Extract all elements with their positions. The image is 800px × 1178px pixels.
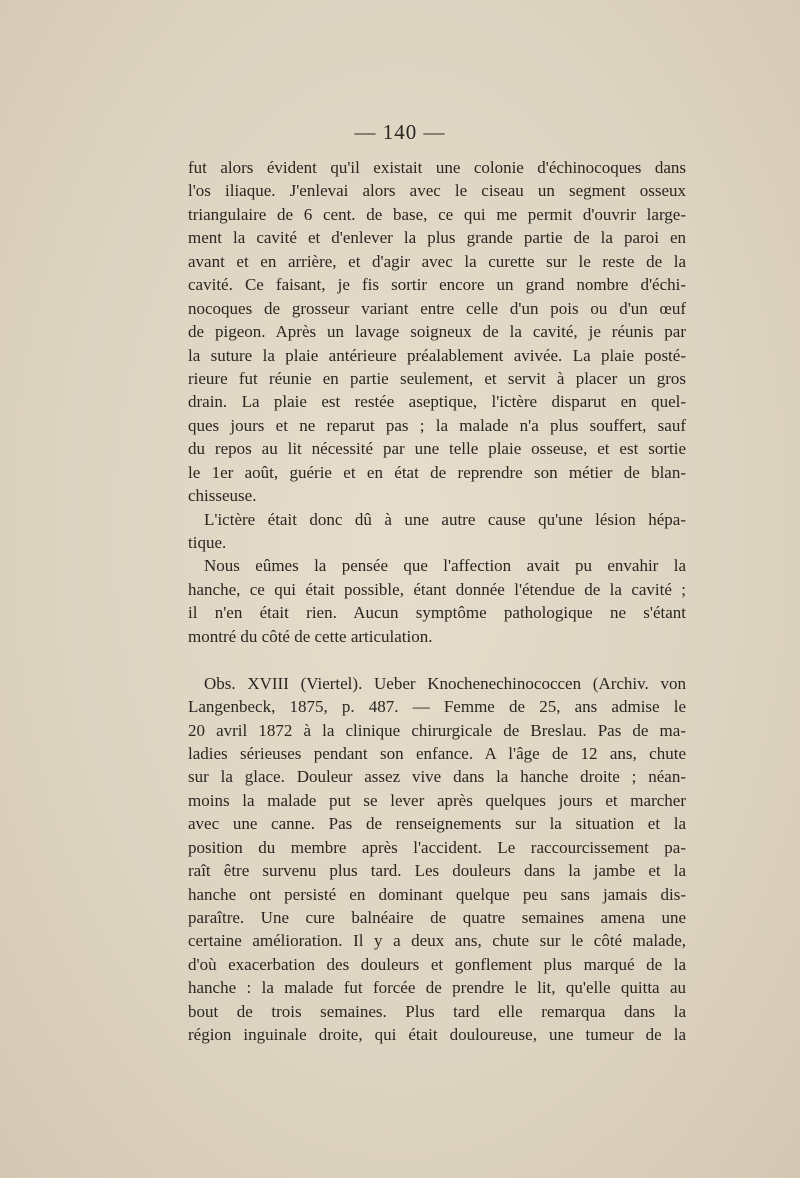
text-line: de pigeon. Après un lavage soigneux de la cavité, je réunis par [188,322,686,342]
text-line: rieure fut réunie en partie seulement, et servit à placer un gros [188,368,686,388]
text-line: d'où exacerbation des douleurs et gonflement plus marqué de la [188,954,686,974]
text-line: région inguinale droite, qui était douloureuse, une tumeur de la [188,1025,686,1045]
text-line: fut alors évident qu'il existait une colonie d'échinocoques dans [188,158,686,177]
text-line: bout de trois semaines. Plus tard elle remarqua dans la [188,1001,686,1021]
text-line: 20 avril 1872 à la clinique chirurgicale de Breslau. Pas de ma- [188,720,686,740]
text-line: le 1er août, guérie et en état de reprendre son métier de blan- [188,462,686,482]
text-line: L'ictère était donc dû à une autre cause qu'une lésion hépa- [204,509,686,529]
text-line: avec une canne. Pas de renseignements sur la situation et la [188,814,686,834]
text-line: hanche, ce qui était possible, étant donnée l'étendue de la cavité ; [188,579,686,599]
text-line: Obs. XVIII (Viertel). Ueber Knochenechinococcen (Archiv. von [204,673,686,693]
text-line: il n'en était rien. Aucun symptôme pathologique ne s'étant [188,603,686,623]
body-text [188,156,686,1047]
text-line: position du membre après l'accident. Le raccourcissement pa- [188,837,686,857]
text-line: la suture la plaie antérieure préalablement avivée. La plaie posté- [188,345,686,365]
text-line: ques jours et ne reparut pas ; la malade n'a plus souffert, sauf [188,415,686,435]
text-line: moins la malade put se lever après quelques jours et marcher [188,790,686,810]
text-line: paraître. Une cure balnéaire de quatre semaines amena une [188,908,686,927]
text-line: tique. [188,533,227,552]
text-line: drain. La plaie est restée aseptique, l'ictère disparut en quel- [188,392,686,412]
text-line: chisseuse. [188,486,257,506]
text-line: du repos au lit nécessité par une telle plaie osseuse, et est sortie [188,439,686,459]
text-line: sur la glace. Douleur assez vive dans la hanche droite ; néan- [188,767,686,787]
text-line: hanche ont persisté en dominant quelque peu sans jamais dis- [188,884,686,904]
text-line: triangulaire de 6 cent. de base, ce qui me permit d'ouvrir large- [188,204,686,224]
text-line: raît être survenu plus tard. Les douleurs dans la jambe et la [188,861,686,881]
text-line: l'os iliaque. J'enlevai alors avec le ciseau un segment osseux [188,181,686,201]
paragraph-observation-xviii [188,672,686,1047]
paragraph-surgery-account [188,156,686,508]
text-line: cavité. Ce faisant, je fis sortir encore un grand nombre d'échi- [188,275,686,295]
paragraph-icterus [188,508,686,555]
text-line: ment la cavité et d'enlever la plus grande partie de la paroi en [188,228,686,248]
text-line: Nous eûmes la pensée que l'affection avait pu envahir la [204,556,686,576]
text-line: ladies sérieuses pendant son enfance. A l'âge de 12 ans, chute [188,743,686,763]
paragraph-hip [188,554,686,648]
text-line: certaine amélioration. Il y a deux ans, chute sur le côté malade, [188,931,686,951]
text-line: avant et en arrière, et d'agir avec la curette sur le reste de la [188,251,686,271]
text-line: montré du côté de cette articulation. [188,626,433,646]
text-line: Langenbeck, 1875, p. 487. — Femme de 25, ans admise le [188,697,686,717]
page-number: — 140 — [354,120,446,144]
text-line: hanche : la malade fut forcée de prendre le lit, qu'elle quitta au [188,978,686,998]
paragraph-gap [188,648,686,671]
text-line: nocoques de grosseur variant entre celle d'un pois ou d'un œuf [188,298,686,318]
